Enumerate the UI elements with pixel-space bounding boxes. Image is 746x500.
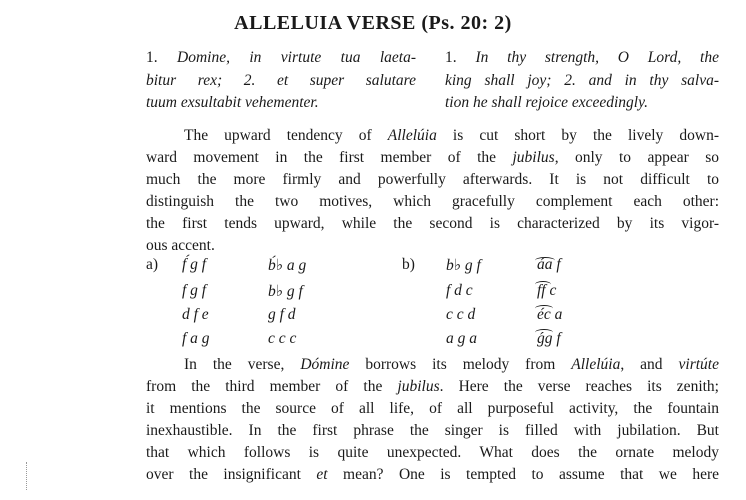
paragraph-line: from the third member of the jubilus. Here the verse reaches its zenith; — [146, 378, 719, 395]
motive-examples — [146, 256, 719, 352]
motive-b-label: b) — [402, 256, 415, 273]
motive-a-col1-row4: f a g — [182, 330, 210, 347]
motive-b-col1-row3: c c d — [446, 306, 476, 323]
motive-b-col1-row4: a g a — [446, 330, 477, 347]
paragraph-line: it mentions the source of all life, of all purposeful activity, the fountain — [146, 400, 719, 417]
motive-a-label: a) — [146, 256, 159, 273]
paragraph-line: ward movement in the first member of the jubilus, only to appear so — [146, 149, 719, 166]
motive-a-col2-row4: c c c — [268, 330, 297, 347]
motive-b-col2-row1: áa f — [537, 256, 561, 273]
page-title: ALLELUIA VERSE (Ps. 20: 2) — [234, 12, 512, 34]
latin-verse-line-3: tuum exsultabit vehementer. — [146, 94, 319, 111]
motive-a-col2-row3: g f d — [268, 306, 296, 323]
paragraph-line: inexhaustible. In the first phrase the singer is filled with jubilation. But — [146, 422, 719, 439]
motive-b-col1-row1: b♭ g f — [446, 257, 481, 274]
motive-a-col1-row3: d f e — [182, 306, 209, 323]
latin-verse — [146, 47, 416, 115]
motive-a-col2-row2: b♭ g f — [268, 283, 303, 300]
english-line-text: In thy strength, O Lord, the — [475, 49, 719, 66]
latin-verse-line-2: bitur rex; 2. et super salutare — [146, 71, 416, 89]
motive-b-col1-row2: f d c — [446, 282, 473, 299]
paragraph-line: In the verse, Dómine borrows its melody from Allelúia, and virtúte — [184, 356, 719, 373]
paragraph-line: that which follows is quite unexpected. What does the ornate melody — [146, 444, 719, 461]
motive-a-col2-row1: b́♭ a g — [268, 257, 307, 274]
paragraph-upward-tendency — [146, 125, 719, 257]
verse-number: 1. — [146, 49, 158, 66]
english-verse-line-1 — [445, 47, 719, 70]
margin-mark — [26, 462, 29, 490]
paragraph-line: The upward tendency of Allelúia is cut short by the lively down- — [184, 127, 719, 144]
paragraph-line: ous accent. — [146, 237, 215, 254]
english-verse-line-2: king shall joy; 2. and in thy salva- — [445, 71, 719, 89]
motive-a-col1-row2: f g f — [182, 282, 207, 299]
motive-b-col2-row2: ff c — [537, 282, 557, 299]
latin-line-text: Domine, in virtute tua laeta- — [177, 49, 416, 66]
verse-number: 1. — [445, 49, 457, 66]
motive-b-col2-row4: ǵg f — [537, 330, 561, 347]
english-verse-line-3: tion he shall rejoice exceedingly. — [445, 94, 649, 111]
motive-a-col1-row1: f́ g f — [182, 256, 207, 273]
paragraph-line: the first tends upward, while the second is characterized by its vigor- — [146, 215, 719, 232]
paragraph-line: over the insignificant et mean? One is tempted to assume that we here — [146, 466, 719, 483]
paragraph-line: much the more firmly and powerfully afterwards. It is not difficult to — [146, 171, 719, 188]
motive-b-col2-row3: éc a — [537, 306, 563, 323]
english-verse — [445, 47, 719, 115]
paragraph-line: distinguish the two motives, which gracefully complement each other: — [146, 193, 719, 210]
latin-verse-line-1 — [146, 47, 416, 70]
paragraph-verse-melody — [146, 354, 719, 486]
